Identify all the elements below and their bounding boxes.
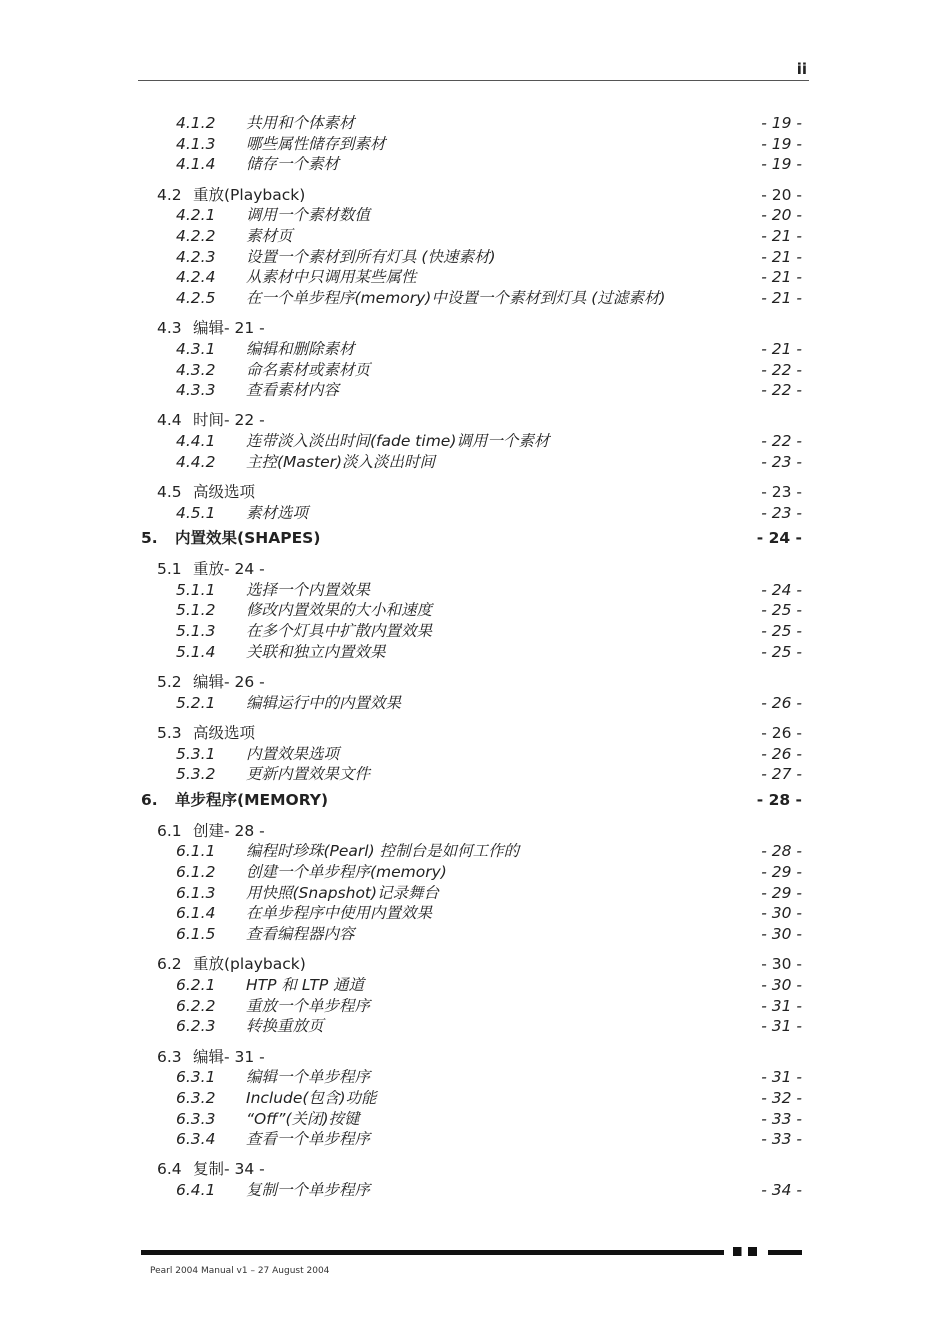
toc-entry-number: 4.4.1: [176, 432, 216, 451]
toc-entry-title: 在多个灯具中扩散内置效果: [246, 622, 433, 641]
toc-entry[interactable]: [138, 267, 802, 288]
toc-entry-page: - 25 -: [761, 601, 802, 620]
toc-entry-title: Include(包含)功能: [246, 1088, 377, 1107]
toc-entry-page: - 30 -: [761, 904, 802, 923]
toc-entry[interactable]: [138, 1067, 802, 1088]
header-rule: [138, 80, 809, 81]
toc-entry[interactable]: [138, 503, 802, 524]
toc-entry-title: 内置效果(SHAPES): [175, 529, 321, 548]
toc-entry-title: 主控(Master)淡入淡出时间: [246, 452, 436, 471]
toc-entry-title: 更新内置效果文件: [246, 765, 371, 784]
toc-entry-title: 素材页: [246, 226, 293, 245]
toc-entry-title: 素材选项: [246, 503, 309, 522]
toc-entry-page: - 23 -: [761, 503, 802, 522]
toc-entry-title: 查看素材内容: [246, 381, 340, 400]
toc-entry-title: 编程时珍珠(Pearl) 控制台是如何工作的: [246, 842, 520, 861]
toc-entry-number: 4.4: [157, 411, 182, 430]
toc-entry-page: - 21 -: [761, 339, 802, 358]
toc-entry[interactable]: [138, 1129, 802, 1150]
toc-entry-number: 4.4.2: [176, 452, 216, 471]
toc-entry-page: - 22 -: [761, 381, 802, 400]
toc-entry-title: 用快照(Snapshot)记录舞台: [246, 883, 440, 902]
toc-entry-title: 编辑- 21 -: [193, 319, 265, 338]
toc-entry-number: 5.2: [157, 673, 182, 691]
toc-entry-number: 4.1.3: [176, 134, 216, 153]
toc-entry-page: - 30 -: [761, 925, 802, 944]
toc-entry[interactable]: [138, 380, 802, 401]
toc-entry-title: 哪些属性储存到素材: [246, 134, 386, 153]
footer-logo-mark: [724, 1247, 768, 1256]
toc-entry-page: - 19 -: [761, 134, 802, 153]
toc-entry-page: - 33 -: [761, 1109, 802, 1128]
toc-entry[interactable]: [138, 559, 802, 580]
toc-entry-page: - 29 -: [761, 863, 802, 881]
toc-entry-title: 内置效果选项: [246, 744, 340, 763]
toc-entry-page: - 30 -: [761, 975, 802, 994]
toc-entry[interactable]: [138, 288, 802, 309]
toc-entry-number: 6.3.2: [176, 1088, 216, 1107]
toc-entry[interactable]: [138, 1180, 802, 1201]
toc-entry-title: 编辑一个单步程序: [246, 1068, 371, 1087]
toc-entry-title: 编辑- 26 -: [193, 673, 265, 691]
toc-entry-number: 6.2: [157, 955, 182, 974]
toc-entry[interactable]: [138, 790, 802, 811]
toc-entry-number: 5.1.3: [176, 622, 216, 641]
toc-entry[interactable]: [138, 431, 802, 452]
toc-entry-number: 5.: [141, 529, 158, 548]
toc-entry[interactable]: [138, 154, 802, 175]
toc-entry-page: - 20 -: [761, 206, 802, 225]
toc-entry-number: 4.2.5: [176, 289, 216, 307]
toc-entry-title: 修改内置效果的大小和速度: [246, 601, 433, 620]
toc-entry-page: - 26 -: [761, 744, 802, 763]
toc-entry-number: 4.1.2: [176, 114, 216, 132]
toc-entry[interactable]: [138, 723, 802, 744]
toc-entry-number: 6.1.1: [176, 842, 216, 861]
toc-entry-title: 在一个单步程序(memory)中设置一个素材到灯具 (过滤素材): [246, 289, 666, 307]
toc-entry-number: 6.2.3: [176, 1017, 216, 1036]
toc-entry-page: - 28 -: [756, 790, 802, 809]
toc-entry-number: 4.5: [157, 483, 182, 501]
toc-entry-number: 4.2: [157, 185, 182, 204]
toc-entry-page: - 19 -: [761, 155, 802, 174]
toc-entry-page: - 31 -: [761, 996, 802, 1015]
toc-entry-number: 6.3.3: [176, 1109, 216, 1128]
toc-entry-title: 编辑和删除素材: [246, 339, 355, 358]
toc-entry[interactable]: [138, 841, 802, 862]
page-number: ii: [796, 60, 807, 78]
toc-entry-number: 5.3: [157, 723, 182, 742]
toc-entry-number: 6.3: [157, 1047, 182, 1066]
toc-entry-page: - 22 -: [761, 432, 802, 451]
toc-entry[interactable]: [138, 975, 802, 996]
toc-entry-page: - 28 -: [761, 842, 802, 861]
toc-entry-page: - 29 -: [761, 883, 802, 902]
toc-entry[interactable]: [138, 452, 802, 473]
toc-entry-page: - 20 -: [761, 185, 802, 204]
toc-entry-page: - 21 -: [761, 289, 802, 307]
toc-entry-title: 设置一个素材到所有灯具 (快速素材): [246, 247, 496, 266]
toc-entry-title: 编辑运行中的内置效果: [246, 693, 402, 712]
toc-entry-number: 4.2.2: [176, 226, 216, 245]
toc-entry-page: - 31 -: [761, 1068, 802, 1087]
toc-entry-number: 4.5.1: [176, 503, 216, 522]
toc-entry[interactable]: [138, 113, 802, 134]
toc-entry-number: 5.1.2: [176, 601, 216, 620]
toc-entry-number: 6.1.3: [176, 883, 216, 902]
toc-entry[interactable]: [138, 744, 802, 765]
toc-entry[interactable]: [138, 1159, 802, 1180]
toc-entry[interactable]: [138, 580, 802, 601]
toc-entry[interactable]: [138, 883, 802, 904]
toc-entry-page: - 24 -: [756, 529, 802, 548]
toc-entry-title: 重放(playback): [193, 955, 306, 974]
toc-entry-number: 6.: [141, 790, 158, 809]
toc-entry-title: 时间- 22 -: [193, 411, 265, 430]
toc-entry[interactable]: [138, 821, 802, 842]
toc-entry-title: 创建- 28 -: [193, 821, 265, 840]
toc-entry[interactable]: [138, 954, 802, 975]
toc-entry[interactable]: [138, 360, 802, 381]
toc-entry-page: - 26 -: [761, 723, 802, 742]
toc-entry-number: 4.3.1: [176, 339, 216, 358]
toc-entry[interactable]: [138, 693, 802, 714]
toc-entry-title: 重放- 24 -: [193, 560, 265, 579]
toc-entry-title: 共用和个体素材: [246, 114, 355, 132]
toc-entry[interactable]: [138, 621, 802, 642]
toc-entry-number: 6.1.4: [176, 904, 216, 923]
toc-entry-title: 连带淡入淡出时间(fade time)调用一个素材: [246, 432, 550, 451]
toc-entry-page: - 23 -: [761, 452, 802, 471]
toc-entry[interactable]: [138, 482, 802, 503]
toc-entry-number: 6.1: [157, 821, 182, 840]
toc-entry[interactable]: [138, 862, 802, 883]
toc-entry-page: - 31 -: [761, 1017, 802, 1036]
toc-entry-page: - 21 -: [761, 226, 802, 245]
toc-entry[interactable]: [138, 600, 802, 621]
toc-entry[interactable]: [138, 924, 802, 945]
toc-entry-title: 查看一个单步程序: [246, 1130, 371, 1149]
toc-entry-number: 4.3.3: [176, 381, 216, 400]
toc-entry[interactable]: [138, 528, 802, 549]
toc-entry-number: 6.3.4: [176, 1130, 216, 1149]
toc-entry-page: - 25 -: [761, 642, 802, 661]
toc-entry-page: - 24 -: [761, 580, 802, 599]
toc-entry-page: - 33 -: [761, 1130, 802, 1149]
toc-entry-number: 4.3.2: [176, 360, 216, 379]
toc-entry-number: 4.3: [157, 319, 182, 338]
toc-entry-title: “Off”(关闭)按键: [246, 1109, 360, 1128]
toc-entry-number: 6.3.1: [176, 1068, 216, 1087]
toc-entry-page: - 30 -: [761, 955, 802, 974]
toc-entry[interactable]: [138, 1016, 802, 1037]
toc-entry-number: 5.3.2: [176, 765, 216, 784]
toc-entry-page: - 27 -: [761, 765, 802, 784]
toc-entry-page: - 34 -: [761, 1181, 802, 1200]
toc-entry-number: 6.1.5: [176, 925, 216, 944]
toc-entry-number: 6.4.1: [176, 1181, 216, 1200]
toc-entry-title: 重放一个单步程序: [246, 996, 371, 1015]
toc-entry-title: 从素材中只调用某些属性: [246, 268, 417, 287]
toc-entry-title: 储存一个素材: [246, 155, 340, 174]
toc-entry-title: 调用一个素材数值: [246, 206, 371, 225]
toc-entry-title: 高级选项: [193, 723, 256, 742]
toc-entry-page: - 21 -: [761, 247, 802, 266]
toc-entry-page: - 22 -: [761, 360, 802, 379]
toc-entry-title: 复制- 34 -: [193, 1160, 265, 1179]
toc-entry-title: 单步程序(MEMORY): [175, 790, 329, 809]
toc-entry-title: 创建一个单步程序(memory): [246, 863, 447, 881]
toc-entry-title: 重放(Playback): [193, 185, 306, 204]
toc-entry-title: 转换重放页: [246, 1017, 324, 1036]
toc-entry[interactable]: [138, 339, 802, 360]
footer-bar: [141, 1250, 802, 1255]
toc-entry-title: 查看编程器内容: [246, 925, 355, 944]
toc-entry-title: 在单步程序中使用内置效果: [246, 904, 433, 923]
toc-entry-page: - 23 -: [761, 483, 802, 501]
toc-entry[interactable]: [138, 903, 802, 924]
toc-entry-number: 4.2.4: [176, 268, 216, 287]
toc-entry-page: - 32 -: [761, 1088, 802, 1107]
toc-entry-title: 复制一个单步程序: [246, 1181, 371, 1200]
toc-entry[interactable]: [138, 672, 802, 693]
toc-entry-number: 6.2.2: [176, 996, 216, 1015]
toc-entry-number: 6.2.1: [176, 975, 216, 994]
toc-entry[interactable]: [138, 1109, 802, 1130]
toc-entry-number: 4.2.1: [176, 206, 216, 225]
toc-entry[interactable]: [138, 642, 802, 663]
toc-entry[interactable]: [138, 247, 802, 268]
toc-entry-number: 5.3.1: [176, 744, 216, 763]
footer-text: Pearl 2004 Manual v1 – 27 August 2004: [150, 1266, 330, 1276]
toc-entry[interactable]: [138, 996, 802, 1017]
toc-entry-page: - 26 -: [761, 693, 802, 712]
toc-entry-number: 6.4: [157, 1160, 182, 1179]
toc-entry-title: 关联和独立内置效果: [246, 642, 386, 661]
toc-entry-title: HTP 和 LTP 通道: [246, 975, 365, 994]
toc-entry-number: 4.2.3: [176, 247, 216, 266]
table-of-contents: [138, 113, 802, 1201]
toc-entry[interactable]: [138, 1047, 802, 1068]
toc-entry[interactable]: [138, 185, 802, 206]
toc-entry-number: 5.1: [157, 560, 182, 579]
toc-entry-title: 命名素材或素材页: [246, 360, 371, 379]
toc-entry-number: 5.1.4: [176, 642, 216, 661]
toc-entry[interactable]: [138, 134, 802, 155]
toc-entry-number: 6.1.2: [176, 863, 216, 881]
toc-entry-page: - 19 -: [761, 114, 802, 132]
toc-entry[interactable]: [138, 205, 802, 226]
toc-entry-title: 高级选项: [193, 483, 256, 501]
toc-entry[interactable]: [138, 410, 802, 431]
toc-entry-title: 编辑- 31 -: [193, 1047, 265, 1066]
toc-entry-number: 5.2.1: [176, 693, 216, 712]
toc-entry-number: 5.1.1: [176, 580, 216, 599]
toc-entry-page: - 25 -: [761, 622, 802, 641]
toc-entry[interactable]: [138, 226, 802, 247]
toc-entry[interactable]: [138, 318, 802, 339]
toc-entry-number: 4.1.4: [176, 155, 216, 174]
toc-entry[interactable]: [138, 764, 802, 785]
toc-entry-page: - 21 -: [761, 268, 802, 287]
toc-entry[interactable]: [138, 1088, 802, 1109]
toc-entry-title: 选择一个内置效果: [246, 580, 371, 599]
